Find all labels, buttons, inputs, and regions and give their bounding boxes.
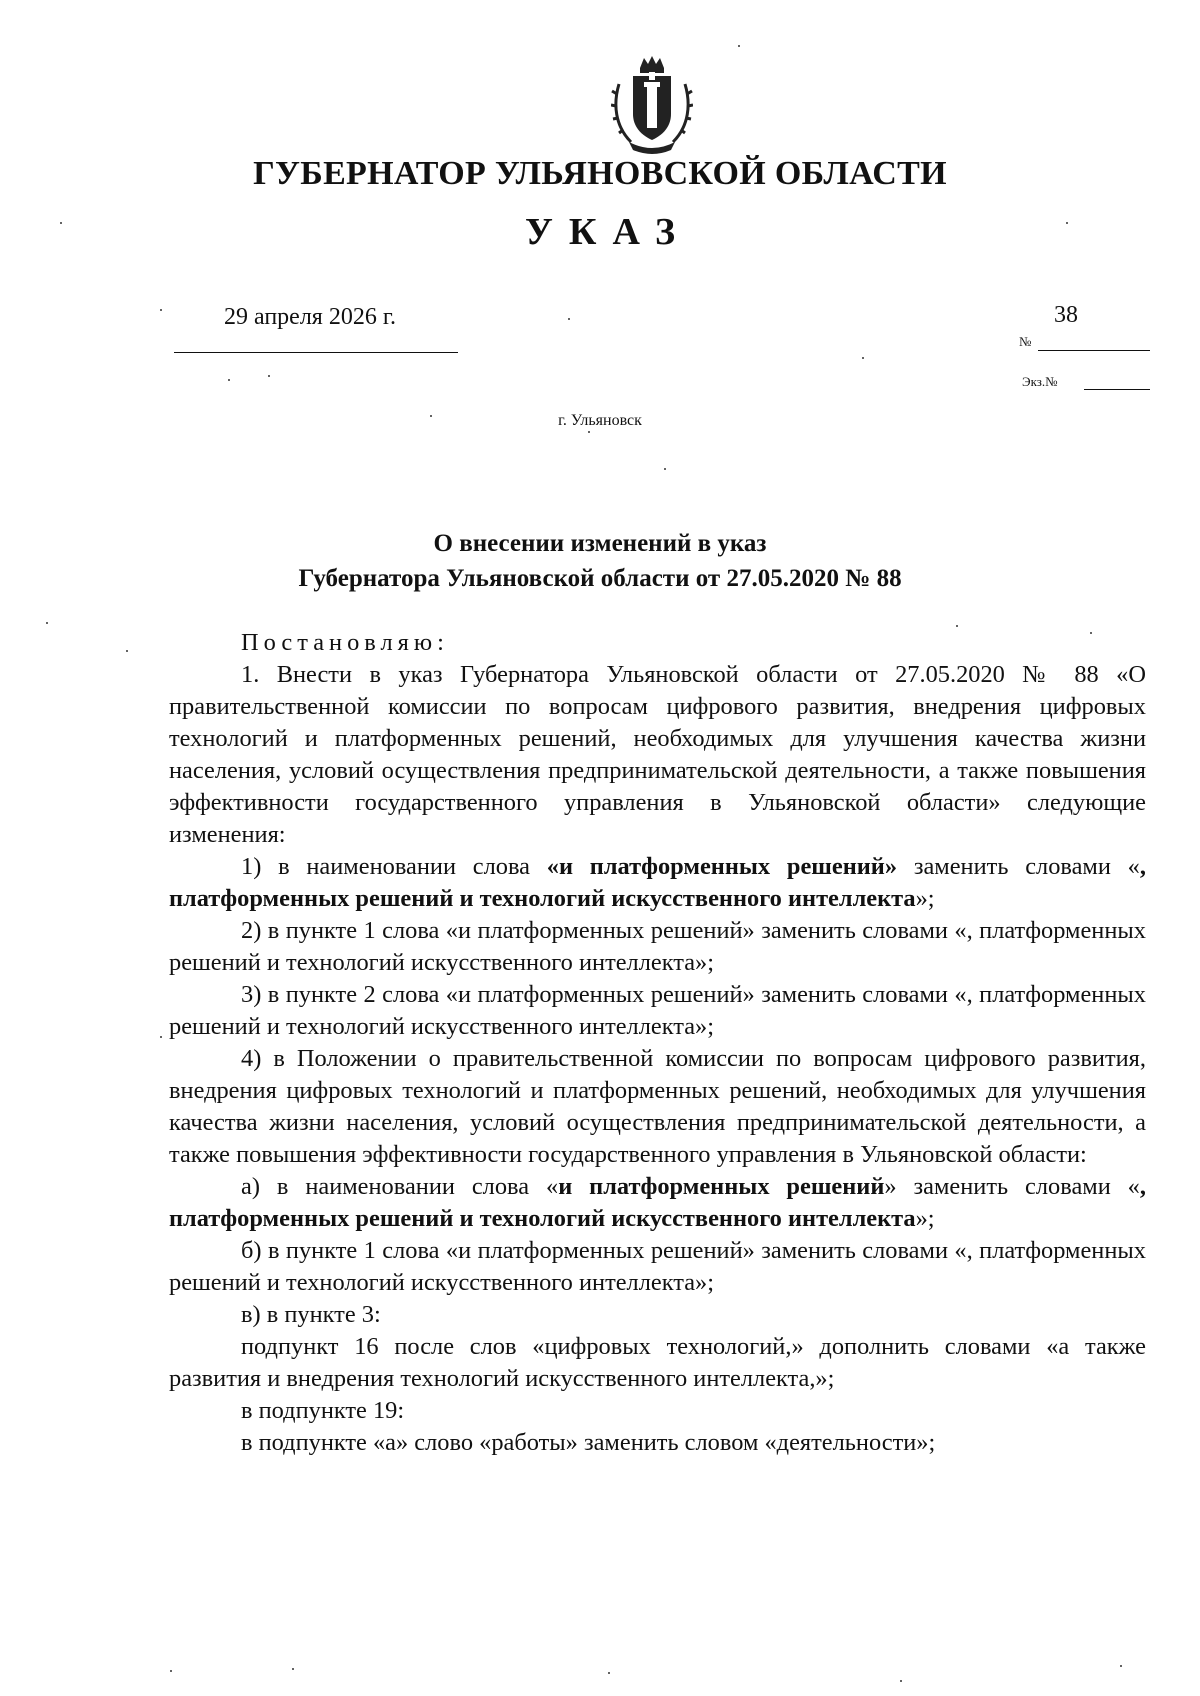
scan-speck [900, 1680, 902, 1682]
scan-speck [170, 1670, 172, 1672]
item-1 [169, 851, 1146, 915]
subitem-19a: в подпункте «а» слово «работы» заменить словом «деятельности»; [241, 1429, 936, 1456]
scan-speck [956, 625, 958, 627]
scan-speck [60, 222, 62, 224]
scan-speck [608, 1672, 610, 1674]
item-a-part-a: а) в наименовании слова « [241, 1173, 559, 1200]
scan-speck [664, 468, 666, 470]
item-1-part-c: заменить словами « [897, 853, 1140, 880]
document-number: 38 [1054, 302, 1078, 328]
issue-city: г. Ульяновск [558, 412, 642, 429]
scan-speck [46, 622, 48, 624]
item-1-part-b: «и платформенных решений» [546, 853, 898, 880]
item-2: 2) в пункте 1 слова «и платформенных решений» заменить словами «, платформенных решений и технологий искусственного интеллекта»; [169, 917, 1146, 976]
item-1-part-a: 1) в наименовании слова [241, 853, 547, 880]
item-a-part-b: и платформенных решений [558, 1173, 885, 1200]
number-label: № [1019, 334, 1032, 349]
item-v: в) в пункте 3: [241, 1301, 381, 1328]
scan-speck [862, 357, 864, 359]
issuing-authority: ГУБЕРНАТОР УЛЬЯНОВСКОЙ ОБЛАСТИ [253, 155, 947, 192]
item-1-part-d: , платформенных решений и технологий искусственного интеллекта [169, 853, 1146, 912]
scan-speck [568, 318, 570, 320]
paragraph-1: 1. Внести в указ Губернатора Ульяновской области от 27.05.2020 № 88 «О правительственной комиссии по вопросам цифрового развития, внедрения цифровых технологий и платформенных решений, необходимых для улучшения качества жизни населения, условий осуществления предпринимательской деятельности, а также повышения эффективности государственного управления в Ульяновской области» следующие изменения: [169, 661, 1146, 848]
copy-number-label: Экз.№ [1022, 374, 1058, 389]
date-underline [174, 352, 458, 353]
copy-number-underline [1084, 389, 1150, 390]
number-underline [1038, 350, 1150, 351]
subitem-16: подпункт 16 после слов «цифровых технологий,» дополнить словами «а также развития и внедрения технологий искусственного интеллекта,»; [169, 1333, 1146, 1392]
scan-speck [430, 415, 432, 417]
item-a-part-d: , платформенных решений и технологий искусственного интеллекта [169, 1173, 1146, 1232]
item-b: б) в пункте 1 слова «и платформенных решений» заменить словами «, платформенных решений и технологий искусственного интеллекта»; [169, 1237, 1146, 1296]
coat-of-arms-emblem [611, 54, 693, 158]
scan-speck [228, 379, 230, 381]
document-title [0, 526, 1200, 596]
item-a-part-c: » заменить словами « [884, 1173, 1140, 1200]
item-a-part-e: »; [915, 1205, 935, 1232]
scan-speck [292, 1668, 294, 1670]
scan-speck [738, 45, 740, 47]
scan-speck [588, 431, 590, 433]
scan-speck [268, 375, 270, 377]
item-3: 3) в пункте 2 слова «и платформенных решений» заменить словами «, платформенных решений и технологий искусственного интеллекта»; [169, 981, 1146, 1040]
scan-speck [1090, 632, 1092, 634]
document-body [169, 627, 1146, 1459]
document-type: УКАЗ [525, 211, 691, 253]
scan-speck [1120, 1665, 1122, 1667]
scan-speck [160, 1036, 162, 1038]
item-a [169, 1171, 1146, 1235]
title-line-1: О внесении изменений в указ [433, 530, 767, 557]
scan-speck [1066, 222, 1068, 224]
item-4: 4) в Положении о правительственной комиссии по вопросам цифрового развития, внедрения цифровых технологий и платформенных решений, необходимых для улучшения качества жизни населения, условий осуществления предпринимательской деятельности, а также повышения эффективности государственного управления в Ульяновской области: [169, 1045, 1146, 1168]
item-1-part-e: »; [915, 885, 935, 912]
scan-speck [126, 650, 128, 652]
subitem-19: в подпункте 19: [241, 1397, 405, 1424]
title-line-2: Губернатора Ульяновской области от 27.05.2020 № 88 [298, 565, 902, 592]
document-date: 29 апреля 2026 г. [224, 304, 396, 330]
scan-speck [160, 309, 162, 311]
resolve-line: Постановляю: [241, 629, 449, 656]
